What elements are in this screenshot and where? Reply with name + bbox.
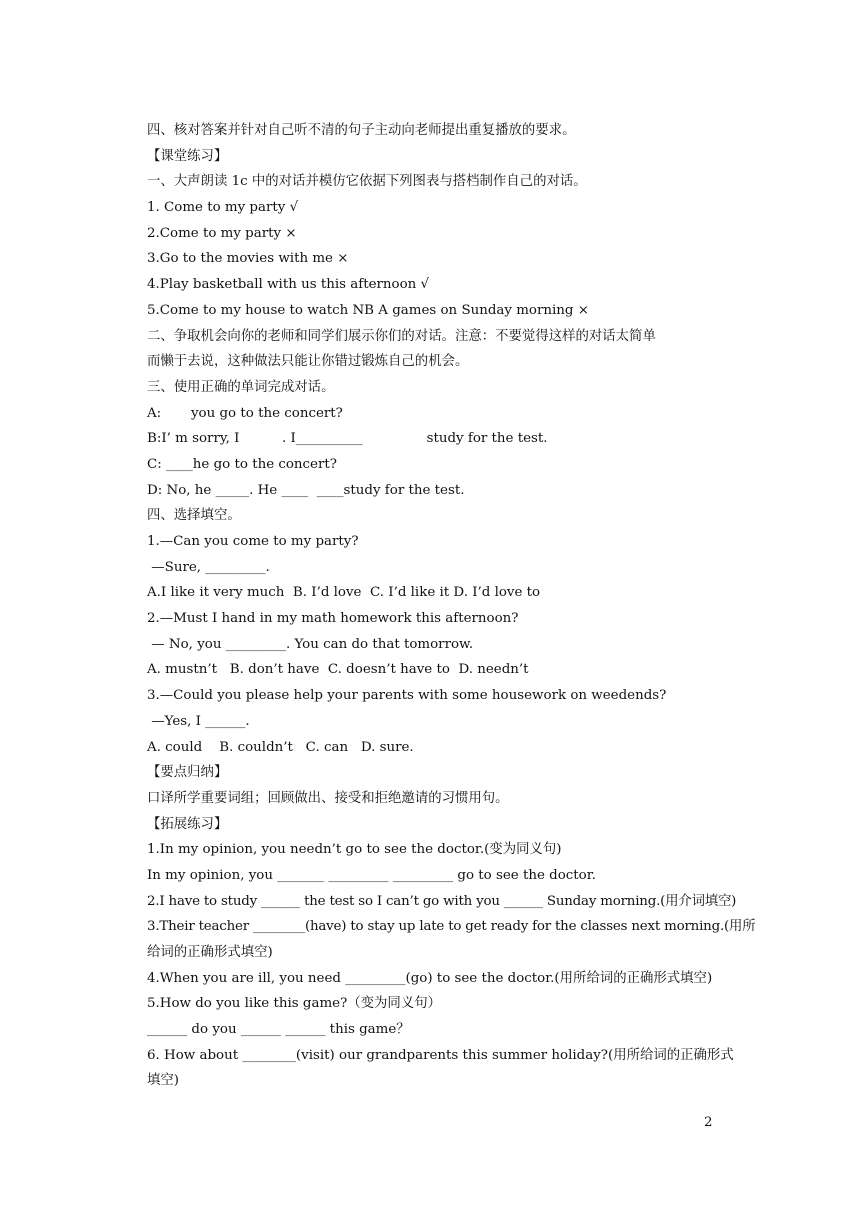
list-item: 5.Come to my house to watch NB A games on Sunday morning × (147, 302, 589, 318)
section-heading: 【要点归纳】 (147, 765, 228, 781)
page-number: 2 (704, 1115, 713, 1130)
text-line: 二、争取机会向你的老师和同学们展示你们的对话。注意：不要觉得这样的对话太简单 (147, 328, 656, 344)
options-line: A.I like it very much B. I’d love C. I’d like it D. I’d love to (147, 585, 541, 601)
list-item: 2.Come to my party × (147, 225, 297, 241)
dialogue-line: A: you go to the concert? (147, 405, 343, 421)
text-line: 一、大声朗读 1c 中的对话并模仿它依据下列图表与搭档制作自己的对话。 (147, 174, 587, 190)
exercise-line: 3.Their teacher ________(have) to stay up late to get ready for the classes next morning.(用所 (147, 919, 756, 935)
list-item: 3.Go to the movies with me × (147, 251, 349, 267)
answer-line: —Yes, I ______. (147, 713, 250, 729)
dialogue-line: C: ____he go to the concert? (147, 456, 337, 472)
answer-line: — No, you _________. You can do that tomorrow. (147, 636, 474, 652)
exercise-line: 6. How about ________(visit) our grandparents this summer holiday?(用所给词的正确形式 (147, 1047, 734, 1063)
section-heading: 【拓展练习】 (147, 816, 228, 832)
answer-line: —Sure, _________. (147, 559, 270, 575)
exercise-line: 填空) (147, 1073, 180, 1089)
text-line: 四、核对答案并针对自己听不清的句子主动向老师提出重复播放的要求。 (147, 123, 576, 138)
text-line: 口译所学重要词组；回顾做出、接受和拒绝邀请的习惯用句。 (147, 790, 509, 806)
text-line: 四、选择填空。 (147, 508, 241, 524)
exercise-line: 给词的正确形式填空) (147, 945, 273, 960)
section-heading: 【课堂练习】 (147, 148, 228, 164)
dialogue-line: B:I’ m sorry, I . I__________ study for the test. (147, 431, 548, 447)
exercise-line: 5.How do you like this game?（变为同义句） (147, 996, 441, 1012)
list-item: 4.Play basketball with us this afternoon √ (147, 277, 430, 293)
exercise-line: 2.I have to study ______ the test so I can’t go with you ______ Sunday morning.(用介词填空) (147, 893, 737, 909)
exercise-line: 4.When you are ill, you need _________(go) to see the doctor.(用所给词的正确形式填空) (147, 970, 713, 986)
document-body (147, 118, 756, 1094)
options-line: A. mustn’t B. don’t have C. doesn’t have to D. needn’t (147, 662, 529, 678)
exercise-line: In my opinion, you _______ _________ _________ go to see the doctor. (147, 867, 596, 883)
list-item: 1. Come to my party √ (147, 200, 299, 216)
text-line: 而懒于去说，这种做法只能让你错过锻炼自己的机会。 (147, 354, 469, 370)
question-line: 2.—Must I hand in my math homework this afternoon? (147, 611, 519, 627)
exercise-line: ______ do you ______ ______ this game？ (147, 1022, 410, 1038)
exercise-line: 1.In my opinion, you needn’t go to see the doctor.(变为同义句) (147, 842, 562, 858)
text-line: 三、使用正确的单词完成对话。 (147, 379, 335, 395)
options-line: A. could B. couldn’t C. can D. sure. (147, 739, 414, 755)
dialogue-line: D: No, he _____. He ____ ____study for the test. (147, 482, 465, 498)
question-line: 3.—Could you please help your parents with some housework on weedends? (147, 688, 667, 704)
question-line: 1.—Can you come to my party? (147, 534, 359, 549)
